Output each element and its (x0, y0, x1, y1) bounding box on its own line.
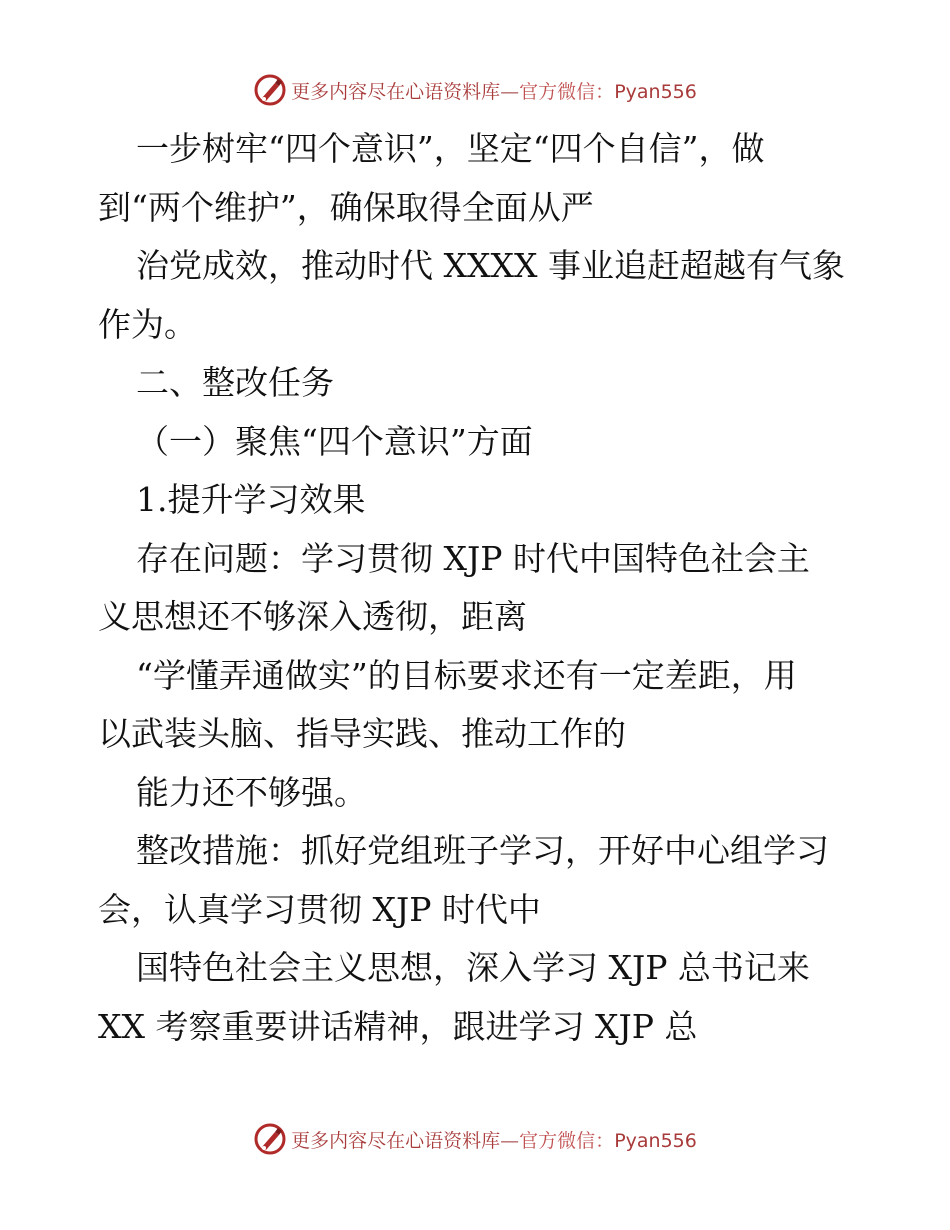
header-separator: — (500, 80, 520, 103)
footer-wechat-label: 官方微信： (519, 1129, 615, 1152)
body-line: 一步树牢“四个意识”，坚定“四个自信”，做 (136, 129, 765, 168)
body-line: 整改措施：抓好党组班子学习，开好中心组学习 (136, 831, 829, 870)
footer-wechat-id: Pyan556 (614, 1129, 697, 1152)
body-line: 以武装头脑、指导实践、推动工作的 (98, 714, 626, 753)
subsection-heading: （一）聚焦“四个意识”方面 (136, 421, 533, 461)
document-body (98, 120, 858, 1056)
pen-logo-icon (253, 1122, 287, 1156)
body-line: 到“两个维护”，确保取得全面从严 (98, 187, 594, 227)
footer-separator: — (500, 1129, 520, 1152)
body-line: XX 考察重要讲话精神，跟进学习 XJP 总 (98, 1006, 698, 1046)
body-line: 存在问题：学习贯彻 XJP 时代中国特色社会主 (136, 538, 810, 578)
footer-text: 更多内容尽在心语资料库 (291, 1129, 501, 1152)
body-line: 能力还不够强。 (136, 772, 367, 812)
header-banner-text (291, 77, 697, 104)
body-line: 国特色社会主义思想，深入学习 XJP 总书记来 (136, 948, 810, 987)
footer-banner (0, 1119, 950, 1159)
section-heading: 二、整改任务 (136, 363, 334, 402)
header-wechat-id: Pyan556 (614, 80, 697, 103)
item-heading: 1.提升学习效果 (136, 480, 366, 519)
body-line: 治党成效，推动时代 XXXX 事业追赶超越有气象 (136, 246, 845, 285)
header-banner (0, 70, 950, 110)
footer-banner-text (291, 1126, 697, 1153)
body-line: “学懂弄通做实”的目标要求还有一定差距，用 (136, 655, 797, 695)
body-line: 会，认真学习贯彻 XJP 时代中 (98, 889, 541, 929)
pen-logo-icon (253, 73, 287, 107)
body-line: 作为。 (98, 304, 197, 344)
body-line: 义思想还不够深入透彻，距离 (98, 597, 527, 636)
header-wechat-label: 官方微信： (519, 80, 615, 103)
header-text: 更多内容尽在心语资料库 (291, 80, 501, 103)
